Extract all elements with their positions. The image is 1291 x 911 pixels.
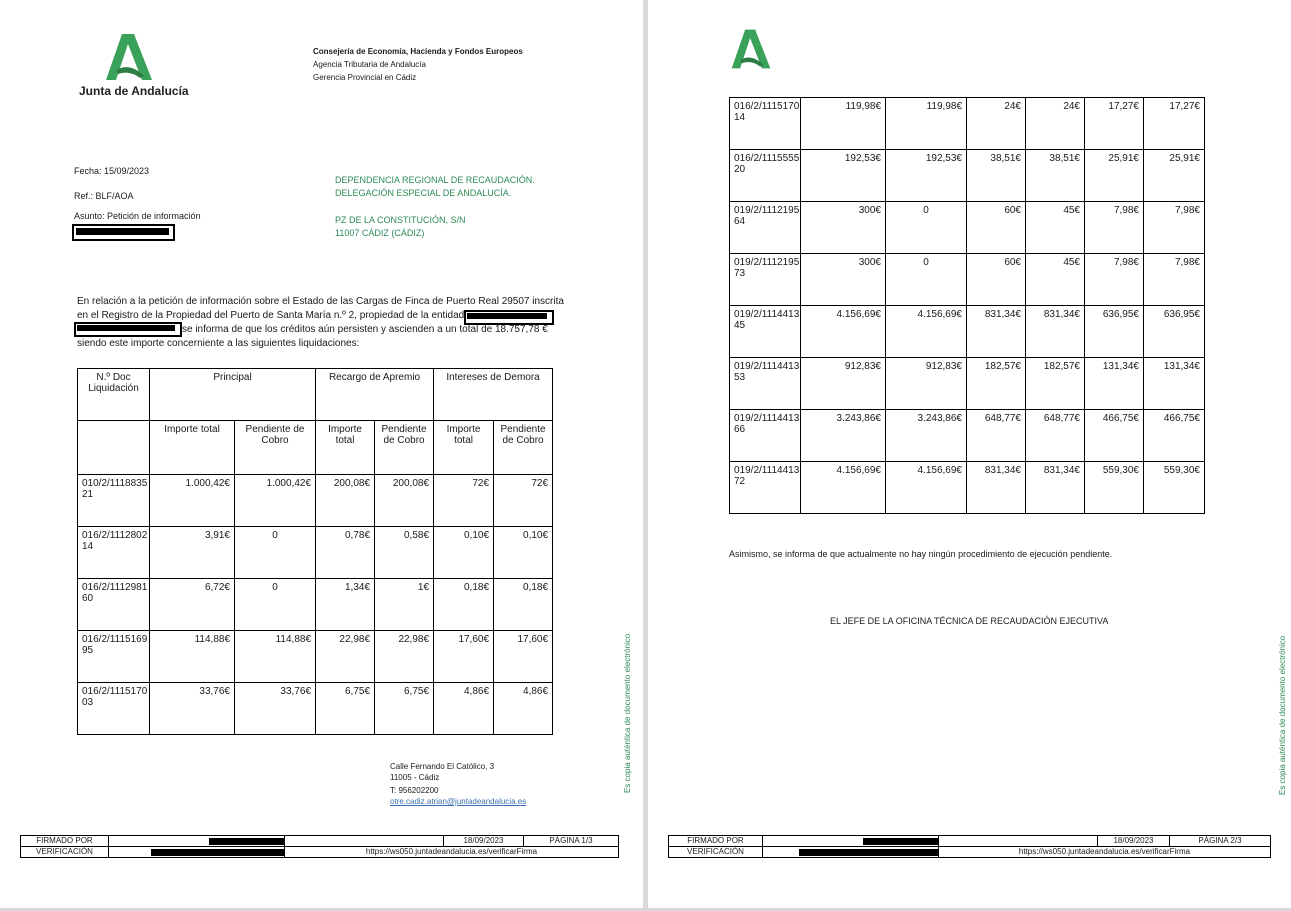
table-row: [78, 475, 553, 527]
amount-cell: 636,95€: [1144, 306, 1205, 358]
address-email-link[interactable]: otre.cadiz.atrian@juntadeandalucia.es: [390, 797, 527, 806]
signature-footer: [20, 835, 619, 858]
amount-cell: 0: [886, 254, 967, 306]
amount-cell: 831,34€: [1026, 462, 1085, 514]
redaction: [863, 838, 939, 845]
doc-number-cell: 019/2/1112195 73: [730, 254, 801, 306]
subheader-pendiente: Pendiente de Cobro: [235, 421, 316, 475]
amount-cell: 0,18€: [494, 579, 553, 631]
amount-cell: 6,72€: [150, 579, 235, 631]
amount-cell: 1,34€: [316, 579, 375, 631]
note-no-pending: Asimismo, se informa de que actualmente no hay ningún procedimiento de ejecución pendiente.: [729, 549, 1113, 559]
amount-cell: 300€: [801, 254, 886, 306]
amount-cell: 4.156,69€: [801, 306, 886, 358]
amount-cell: 912,83€: [886, 358, 967, 410]
footer-fecha: 18/09/2023: [1098, 836, 1170, 847]
amount-cell: 0,78€: [316, 527, 375, 579]
table-row: [730, 202, 1205, 254]
doc-number-cell: 019/2/1112195 64: [730, 202, 801, 254]
liquidations-table-continued: [729, 97, 1205, 514]
amount-cell: 17,27€: [1144, 98, 1205, 150]
amount-cell: 4.156,69€: [886, 306, 967, 358]
doc-number-cell: 016/2/1112802 14: [78, 527, 150, 579]
footer-verificacion-label: VERIFICACIÓN: [669, 847, 763, 858]
table-row: [730, 150, 1205, 202]
footer-url[interactable]: https://ws050.juntadeandalucia.es/verificarFirma: [939, 847, 1271, 858]
amount-cell: 182,57€: [1026, 358, 1085, 410]
amount-cell: 1.000,42€: [235, 475, 316, 527]
doc-number-cell: 016/2/1115170 14: [730, 98, 801, 150]
body-line-2: en el Registro de la Propiedad del Puerto de Santa María n.º 2, propiedad de la entidad: [77, 310, 465, 321]
amount-cell: 4,86€: [494, 683, 553, 735]
doc-number-cell: 010/2/1118835 21: [78, 475, 150, 527]
footer-signer: [109, 836, 285, 847]
amount-cell: 4.156,69€: [886, 462, 967, 514]
junta-logo-icon: [730, 28, 772, 70]
footer-pagina: PÁGINA 2/3: [1170, 836, 1271, 847]
amount-cell: 3,91€: [150, 527, 235, 579]
table-row: [78, 527, 553, 579]
amount-cell: 182,57€: [967, 358, 1026, 410]
signature-title: EL JEFE DE LA OFICINA TÉCNICA DE RECAUDACIÓN EJECUTIVA: [830, 616, 1109, 626]
table-row: [730, 98, 1205, 150]
table-row: [78, 631, 553, 683]
header-intereses: Intereses de Demora: [434, 369, 553, 421]
amount-cell: 0,10€: [494, 527, 553, 579]
footer-pagina: PÁGINA 1/3: [524, 836, 619, 847]
document-page-1: [0, 0, 643, 908]
amount-cell: 4.156,69€: [801, 462, 886, 514]
amount-cell: 17,60€: [494, 631, 553, 683]
org-name: Junta de Andalucía: [79, 84, 189, 98]
table-row: [730, 254, 1205, 306]
doc-number-cell: 016/2/1115555 20: [730, 150, 801, 202]
amount-cell: 192,53€: [801, 150, 886, 202]
subheader-importe: Importe total: [434, 421, 494, 475]
header-doc: N.º Doc Liquidación: [78, 369, 150, 421]
address-phone: T: 956202200: [390, 786, 439, 795]
amount-cell: 119,98€: [801, 98, 886, 150]
amount-cell: 559,30€: [1144, 462, 1205, 514]
amount-cell: 648,77€: [967, 410, 1026, 462]
amount-cell: 24€: [1026, 98, 1085, 150]
amount-cell: 131,34€: [1144, 358, 1205, 410]
amount-cell: 25,91€: [1085, 150, 1144, 202]
amount-cell: 33,76€: [150, 683, 235, 735]
amount-cell: 7,98€: [1085, 254, 1144, 306]
amount-cell: 200,08€: [375, 475, 434, 527]
footer-verification-code: [109, 847, 285, 858]
redaction: [76, 228, 169, 235]
redaction: [467, 313, 547, 319]
amount-cell: 114,88€: [235, 631, 316, 683]
footer-fecha: 18/09/2023: [444, 836, 524, 847]
doc-number-cell: 019/2/1114413 72: [730, 462, 801, 514]
table-cell: [285, 836, 444, 847]
doc-number-cell: 016/2/1115169 95: [78, 631, 150, 683]
header-line-1: Consejería de Economía, Hacienda y Fondos Europeos: [313, 47, 523, 56]
footer-verification-code: [763, 847, 939, 858]
footer-firmado-label: FIRMADO POR: [669, 836, 763, 847]
amount-cell: 6,75€: [375, 683, 434, 735]
amount-cell: 7,98€: [1085, 202, 1144, 254]
amount-cell: 119,98€: [886, 98, 967, 150]
table-row: [730, 462, 1205, 514]
table-header-row: [78, 369, 553, 421]
fecha: Fecha: 15/09/2023: [74, 166, 150, 176]
amount-cell: 17,60€: [434, 631, 494, 683]
amount-cell: 648,77€: [1026, 410, 1085, 462]
address-line-1: Calle Fernando El Católico, 3: [390, 762, 495, 771]
doc-number-cell: 016/2/1112981 60: [78, 579, 150, 631]
doc-number-cell: 019/2/1114413 53: [730, 358, 801, 410]
table-row: [730, 358, 1205, 410]
amount-cell: 6,75€: [316, 683, 375, 735]
table-row: [730, 410, 1205, 462]
subheader-importe: Importe total: [316, 421, 375, 475]
recipient-line-2: DELEGACIÓN ESPECIAL DE ANDALUCÍA.: [335, 188, 512, 198]
subheader-pendiente: Pendiente de Cobro: [494, 421, 553, 475]
body-line-3: se informa de que los créditos aún persisten y ascienden a un total de 18.757,78 €: [182, 324, 548, 335]
doc-number-cell: 019/2/1114413 45: [730, 306, 801, 358]
footer-row: [21, 836, 619, 847]
amount-cell: 831,34€: [967, 306, 1026, 358]
liquidations-table: [77, 368, 553, 735]
asunto: Asunto: Petición de información: [74, 211, 201, 221]
amount-cell: 1€: [375, 579, 434, 631]
subheader-pendiente: Pendiente de Cobro: [375, 421, 434, 475]
amount-cell: 636,95€: [1085, 306, 1144, 358]
amount-cell: 0: [235, 579, 316, 631]
doc-number-cell: 016/2/1115170 03: [78, 683, 150, 735]
table-row: [78, 579, 553, 631]
footer-verificacion-label: VERIFICACIÓN: [21, 847, 109, 858]
subheader-importe-total: Importe total: [150, 421, 235, 475]
amount-cell: 131,34€: [1085, 358, 1144, 410]
amount-cell: 0: [235, 527, 316, 579]
amount-cell: 72€: [434, 475, 494, 527]
amount-cell: 45€: [1026, 254, 1085, 306]
amount-cell: 60€: [967, 254, 1026, 306]
amount-cell: 4,86€: [434, 683, 494, 735]
amount-cell: 3.243,86€: [801, 410, 886, 462]
header-recargo: Recargo de Apremio: [316, 369, 434, 421]
header-line-3: Gerencia Provincial en Cádiz: [313, 73, 417, 82]
redaction: [77, 325, 175, 331]
amount-cell: 24€: [967, 98, 1026, 150]
amount-cell: 831,34€: [967, 462, 1026, 514]
amount-cell: 912,83€: [801, 358, 886, 410]
amount-cell: 38,51€: [1026, 150, 1085, 202]
body-line-1: En relación a la petición de información sobre el Estado de las Cargas de Finca de Puerto Real 29507 inscrita: [77, 296, 564, 307]
amount-cell: 200,08€: [316, 475, 375, 527]
amount-cell: 45€: [1026, 202, 1085, 254]
amount-cell: 33,76€: [235, 683, 316, 735]
redaction: [151, 849, 285, 856]
amount-cell: 466,75€: [1085, 410, 1144, 462]
recipient-line-1: DEPENDENCIA REGIONAL DE RECAUDACIÓN.: [335, 175, 535, 185]
amount-cell: 1.000,42€: [150, 475, 235, 527]
amount-cell: 0,10€: [434, 527, 494, 579]
amount-cell: 38,51€: [967, 150, 1026, 202]
header-line-2: Agencia Tributaria de Andalucía: [313, 60, 426, 69]
amount-cell: 831,34€: [1026, 306, 1085, 358]
redaction: [799, 849, 939, 856]
footer-firmado-label: FIRMADO POR: [21, 836, 109, 847]
recipient-line-4: 11007 CÁDIZ (CÁDIZ): [335, 228, 425, 238]
side-note: Es copia auténtica de documento electrónico: [623, 633, 632, 793]
amount-cell: 114,88€: [150, 631, 235, 683]
amount-cell: 192,53€: [886, 150, 967, 202]
table-row: [730, 306, 1205, 358]
amount-cell: 60€: [967, 202, 1026, 254]
amount-cell: 0,18€: [434, 579, 494, 631]
amount-cell: 7,98€: [1144, 254, 1205, 306]
amount-cell: 7,98€: [1144, 202, 1205, 254]
recipient-line-3: PZ DE LA CONSTITUCIÓN, S/N: [335, 215, 466, 225]
signature-footer: [668, 835, 1271, 858]
ref: Ref.: BLF/AOA: [74, 191, 134, 201]
header-principal: Principal: [150, 369, 316, 421]
table-cell: [78, 421, 150, 475]
amount-cell: 25,91€: [1144, 150, 1205, 202]
amount-cell: 3.243,86€: [886, 410, 967, 462]
amount-cell: 466,75€: [1144, 410, 1205, 462]
footer-row: [669, 847, 1271, 858]
amount-cell: 300€: [801, 202, 886, 254]
amount-cell: 22,98€: [316, 631, 375, 683]
address-line-2: 11005 - Cádiz: [390, 773, 440, 782]
side-note: Es copia auténtica de documento electrónico: [1278, 635, 1287, 795]
amount-cell: 0,58€: [375, 527, 434, 579]
redaction: [209, 838, 285, 845]
table-subheader-row: [78, 421, 553, 475]
footer-url[interactable]: https://ws050.juntadeandalucia.es/verificarFirma: [285, 847, 619, 858]
amount-cell: 559,30€: [1085, 462, 1144, 514]
junta-logo-icon: [104, 32, 154, 82]
table-row: [78, 683, 553, 735]
footer-row: [669, 836, 1271, 847]
amount-cell: 17,27€: [1085, 98, 1144, 150]
footer-row: [21, 847, 619, 858]
document-page-2: [648, 0, 1291, 908]
body-line-4: siendo este importe concerniente a las siguientes liquidaciones:: [77, 338, 360, 349]
doc-number-cell: 019/2/1114413 66: [730, 410, 801, 462]
footer-signer: [763, 836, 939, 847]
amount-cell: 0: [886, 202, 967, 254]
amount-cell: 22,98€: [375, 631, 434, 683]
amount-cell: 72€: [494, 475, 553, 527]
table-cell: [939, 836, 1098, 847]
